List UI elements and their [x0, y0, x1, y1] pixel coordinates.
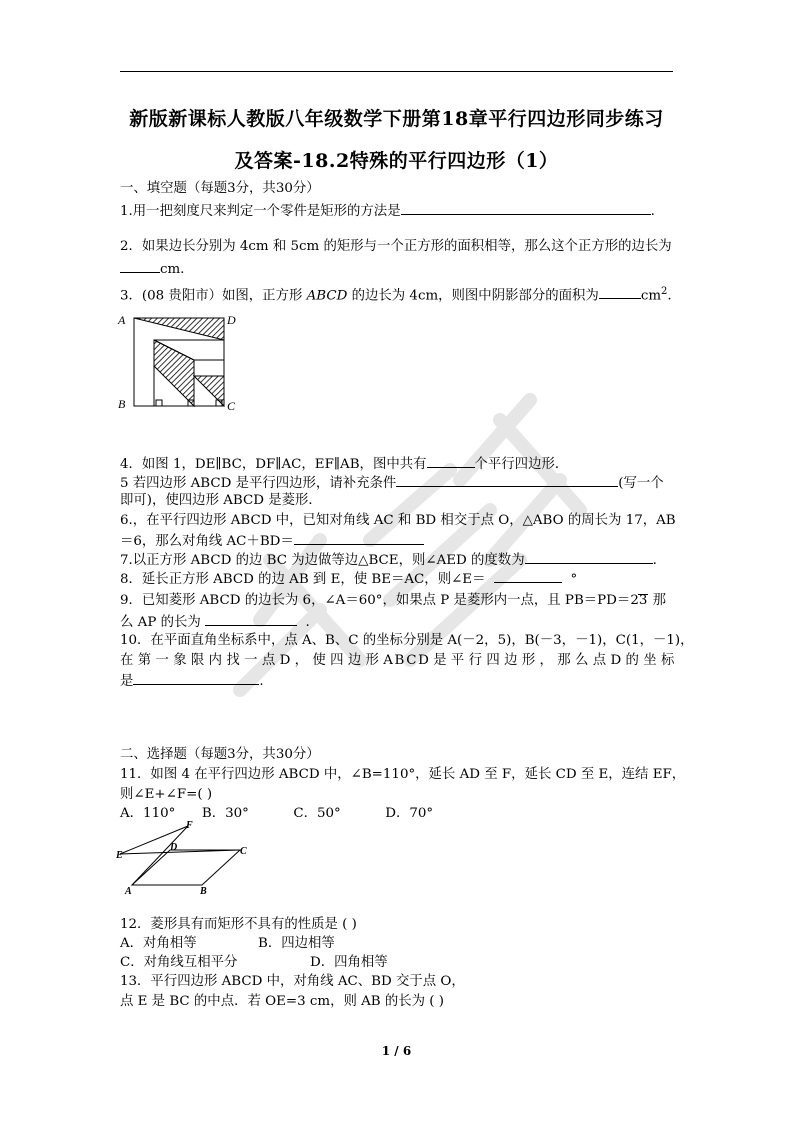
fig2-label-f: F	[186, 820, 193, 831]
question-11-line1: 11．如图 4 在平行四边形 ABCD 中，∠B=110°，延长 AD 至 F，延长 CD 至 E，连结 EF，	[120, 767, 686, 782]
question-7	[120, 550, 676, 570]
q2-end: cm．	[160, 262, 194, 277]
q1-blank[interactable]	[401, 201, 651, 215]
q9-blank[interactable]	[205, 612, 297, 626]
question-9-line2	[120, 612, 676, 632]
question-2-line2	[120, 259, 676, 279]
q11-option-b[interactable]: B．30°	[201, 806, 249, 821]
q3-text-a: 3．(08 贵阳市）如图，正方形	[120, 288, 307, 304]
question-10-line1: 10．在平面直角坐标系中，点 A、B、C 的坐标分别是 A(－2，5)，B(－3，－1)，C(1，－1)，	[120, 633, 694, 648]
q8-blank[interactable]	[494, 569, 562, 583]
q3-blank[interactable]	[599, 285, 641, 299]
q5-text-a: 5 若四边形 ABCD 是平行四边形，请补充条件	[120, 476, 397, 491]
q4-text-b: 个平行四边形．	[474, 457, 569, 472]
q9-end: .	[305, 615, 310, 630]
question-8	[120, 569, 676, 589]
question-13-line1: 13．平行四边形 ABCD 中，对角线 AC、BD 交于点 O，	[120, 974, 465, 989]
section2-heading: 二、选择题（每题3分，共30分）	[120, 747, 320, 762]
q10-blank[interactable]	[133, 671, 259, 685]
page-number: 1 / 6	[381, 1044, 412, 1058]
q11-option-c[interactable]: C．50°	[293, 806, 341, 821]
q9-text-c: 么 AP 的长为	[120, 615, 201, 630]
q8-end: °	[570, 572, 578, 587]
question-4	[120, 454, 676, 474]
q3-end: .	[667, 288, 672, 304]
header-rule	[120, 71, 673, 72]
q5-blank[interactable]	[396, 473, 618, 487]
q11-option-d[interactable]: D．70°	[385, 806, 434, 821]
question-10-line2: 在第一象限内找一点D，使四边形ABCD是平行四边形，那么点D的坐标	[120, 653, 676, 668]
question-5-line1	[120, 473, 676, 493]
question-11-line2: 则∠E+∠F=( )	[120, 787, 213, 802]
q4-blank[interactable]	[427, 454, 475, 468]
q5-text-b: (写一个	[618, 476, 664, 491]
question-6-line1: 6.，在平行四边形 ABCD 中，已知对角线 AC 和 BD 相交于点 O，△ABO 的周长为 17，AB	[120, 513, 676, 528]
question-12-options-row2	[120, 954, 676, 972]
q12-option-b[interactable]: B．四边相等	[258, 936, 335, 951]
question-12: 12．菱形具有而矩形不具有的性质是 ( )	[120, 917, 357, 932]
document-title-line2: 及答案-18.2特殊的平行四边形（1）	[234, 150, 559, 172]
document-title-line1: 新版新课标人教版八年级数学下册第18章平行四边形同步练习	[129, 108, 664, 130]
q12-option-c[interactable]: C．对角线互相平分	[120, 955, 238, 970]
q6-text-b: ＝6，那么对角线 AC＋BD＝	[120, 534, 294, 549]
q1-text: 1.用一把刻度尺来判定一个零件是矩形的方法是	[120, 204, 401, 219]
question-9-line1	[120, 592, 676, 610]
square-shaded-figure	[116, 308, 246, 416]
question-13-line2: 点 E 是 BC 的中点．若 OE=3 cm，则 AB 的长为 ( )	[120, 994, 445, 1009]
section1-heading: 一、填空题（每题3分，共30分）	[120, 181, 320, 196]
fig1-label-a: A	[118, 313, 126, 327]
q12-option-d[interactable]: D．四角相等	[310, 955, 388, 970]
q2-blank[interactable]	[120, 259, 160, 273]
fig2-label-c: C	[240, 846, 247, 857]
question-1	[120, 201, 676, 221]
question-2-line1: 2．如果边长分别为 4cm 和 5cm 的矩形与一个正方形的面积相等，那么这个正方形的边长为	[120, 239, 672, 254]
fig2-label-b: B	[200, 886, 207, 897]
fig1-label-b: B	[118, 397, 126, 411]
q7-blank[interactable]	[525, 550, 653, 564]
q6-blank[interactable]	[294, 531, 424, 545]
q9-text-a: 9．已知菱形 ABCD 的边长为 6，∠A＝60°，如果点 P 是菱形内一点，且 PB＝PD＝2	[120, 593, 639, 608]
fig2-label-e: E	[116, 850, 123, 861]
q11-option-a[interactable]: A．110°	[120, 806, 176, 821]
question-10-line3	[120, 671, 676, 691]
question-6-line2	[120, 531, 676, 551]
fig2-label-d: D	[170, 842, 178, 853]
q1-end: .	[650, 204, 655, 219]
q10-text-c: 是	[120, 674, 134, 689]
q4-text-a: 4．如图 1，DE∥BC，DF∥AC，EF∥AB，图中共有	[120, 457, 427, 472]
fig1-label-c: C	[227, 399, 236, 413]
q3-text-b: 的边长为 4cm，则图中阴影部分的面积为	[347, 288, 599, 304]
q3-abcd: ABCD	[306, 288, 348, 304]
fig2-label-a: A	[125, 886, 132, 897]
fig1-label-d: D	[227, 313, 236, 327]
q10-end: .	[259, 674, 264, 689]
q7-end: .	[652, 553, 657, 568]
q9-sqrt: 3	[638, 593, 648, 608]
q12-option-a[interactable]: A．对角相等	[120, 936, 197, 951]
q3-unit: cm	[640, 288, 662, 304]
q8-text: 8．延长正方形 ABCD 的边 AB 到 E，使 BE＝AC，则∠E＝	[120, 572, 486, 587]
question-3	[120, 283, 676, 305]
parallelogram-figure	[116, 820, 256, 898]
question-12-options-row1	[120, 935, 676, 953]
q7-text: 7.以正方形 ABCD 的边 BC 为边做等边△BCE，则∠AED 的度数为	[120, 553, 525, 568]
q9-text-b: 那	[652, 593, 667, 608]
question-5-line2: 即可)，使四边形 ABCD 是菱形．	[120, 493, 322, 508]
q3-sup: 2	[661, 286, 668, 297]
